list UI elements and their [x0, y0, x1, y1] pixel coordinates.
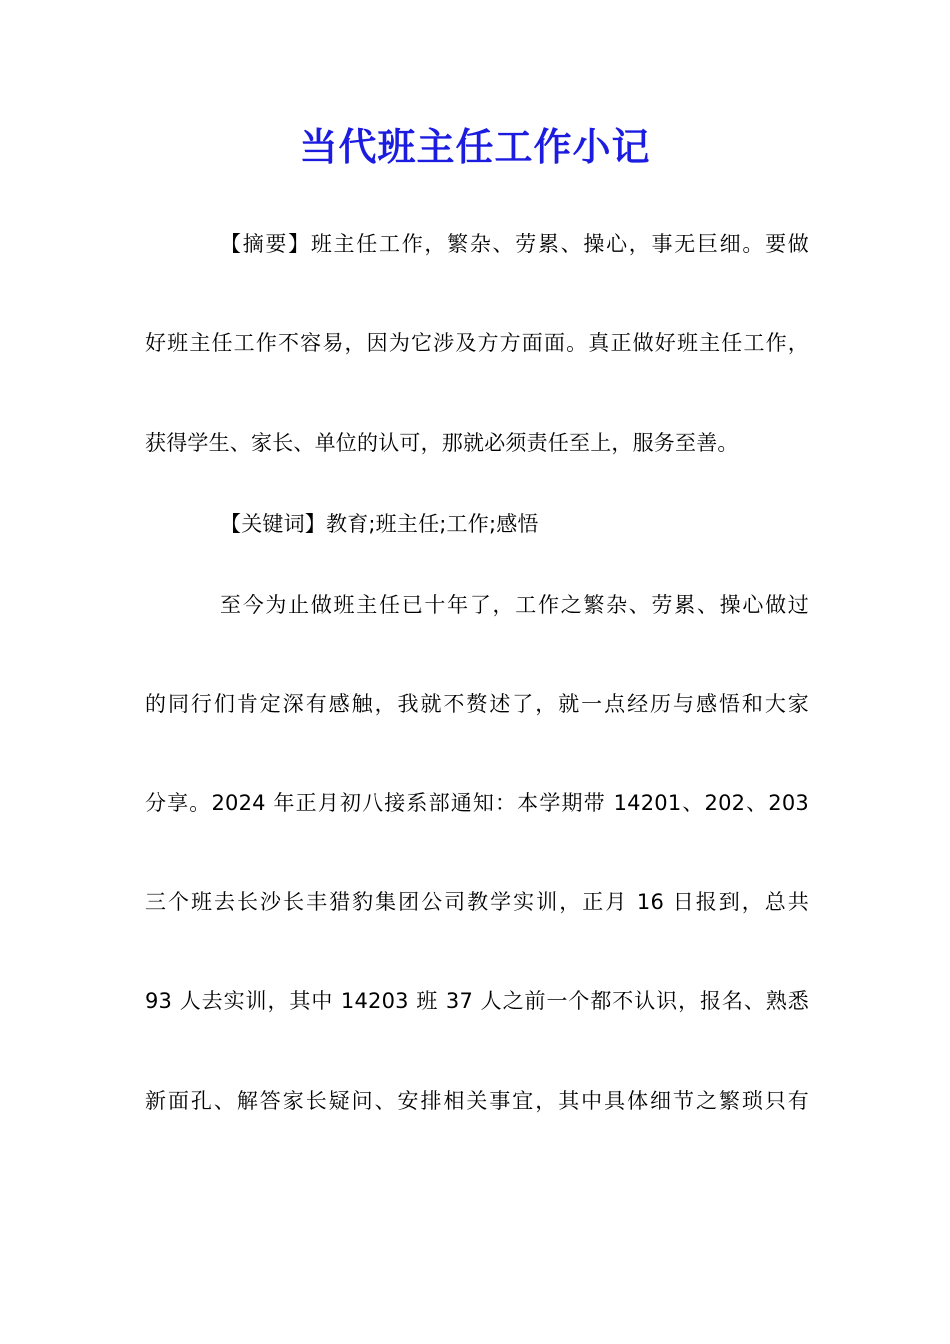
body-line-2: 的同行们肯定深有感触，我就不赘述了，就一点经历与感悟和大家: [145, 692, 809, 716]
body-line-3: 分享。2024 年正月初八接系部通知：本学期带 14201、202、203: [145, 791, 809, 815]
body-line-5: 93 人去实训，其中 14203 班 37 人之前一个都不认识，报名、熟悉: [145, 989, 809, 1013]
body-line-4: 三个班去长沙长丰猎豹集团公司教学实训，正月 16 日报到，总共: [145, 890, 809, 914]
body-line-6: 新面孔、解答家长疑问、安排相关事宜，其中具体细节之繁琐只有: [145, 1089, 809, 1113]
abstract-line-2: 好班主任工作不容易，因为它涉及方方面面。真正做好班主任工作，: [145, 331, 809, 355]
document-title: 当代班主任工作小记: [299, 124, 651, 169]
keywords-line: 【关键词】教育;班主任;工作;感悟: [220, 512, 539, 536]
abstract-line-1: 【摘要】班主任工作，繁杂、劳累、操心，事无巨细。要做: [220, 232, 809, 256]
body-line-1: 至今为止做班主任已十年了，工作之繁杂、劳累、操心做过: [220, 593, 809, 617]
abstract-line-3: 获得学生、家长、单位的认可，那就必须责任至上，服务至善。: [145, 431, 739, 455]
